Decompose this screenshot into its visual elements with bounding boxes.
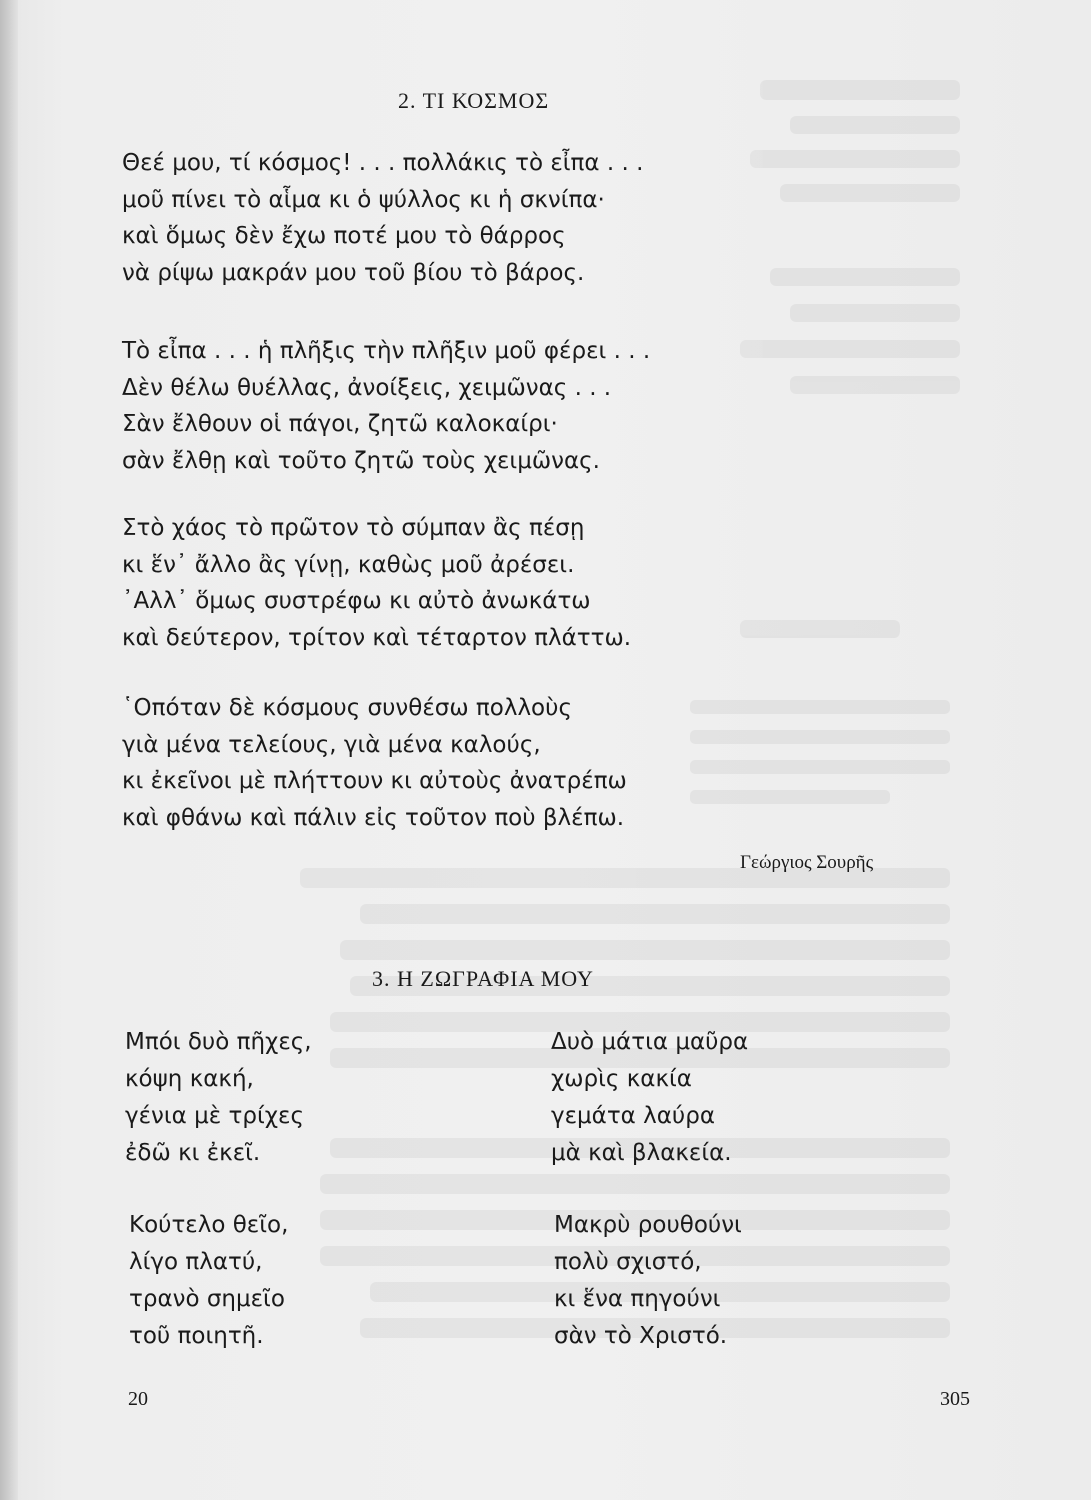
poem-title: 3. Η ΖΩΓΡΑΦΙΑ ΜΟΥ [372,966,594,991]
stanza-right [551,1024,748,1172]
verse-line: γιὰ μένα τελείους, γιὰ μένα καλούς, [122,731,541,758]
verse-line: τρανὸ σημεῖο [129,1286,285,1312]
verse-line: Κούτελο θεῖο, [129,1212,289,1238]
verse-line: νὰ ρίψω μακράν μου τοῦ βίου τὸ βάρος. [122,259,585,286]
verse-line: Στὸ χάος τὸ πρῶτον τὸ σύμπαν ἂς πέσῃ [122,515,585,541]
verse-line: καὶ ὅμως δὲν ἔχω ποτέ μου τὸ θάρρος [122,223,566,249]
verse-line: Σὰν ἔλθουν οἱ πάγοι, ζητῶ καλοκαίρι· [122,411,558,437]
stanza [122,510,631,656]
verse-line: σὰν τὸ Χριστό. [554,1323,728,1349]
verse-line: κι ἕνα πηγούνι [554,1286,721,1312]
stanza [122,145,643,291]
stanza [122,690,627,836]
poem-title: 2. ΤΙ ΚΟΣΜΟΣ [398,88,550,113]
verse-line: χωρὶς κακία [551,1066,692,1092]
verse-line: Δὲν θέλω θυέλλας, ἀνοίξεις, χειμῶνας . . . [122,374,612,401]
verse-line: ῾Οπόταν δὲ κόσμους συνθέσω πολλοὺς [122,695,572,721]
verse-line: κόψη κακή, [125,1066,254,1092]
verse-line: ἐδῶ κι ἐκεῖ. [125,1140,261,1166]
verse-line: λίγο πλατύ, [129,1249,263,1275]
stanza-left [125,1024,312,1172]
verse-line: τοῦ ποιητῆ. [129,1323,264,1349]
stanza-right [554,1207,742,1355]
verse-line: μοῦ πίνει τὸ αἷμα κι ὁ ψύλλος κι ἡ σκνίπα· [122,186,605,213]
verse-line: γένια μὲ τρίχες [125,1103,304,1129]
page-number-right: 305 [940,1388,970,1410]
verse-line: Μπόι δυὸ πῆχες, [125,1029,312,1055]
poem-author: Γεώργιος Σουρῆς [740,852,874,873]
verse-line: μὰ καὶ βλακεία. [551,1140,732,1166]
verse-line: κι ἕν᾽ ἄλλο ἂς γίνῃ, καθὼς μοῦ ἀρέσει. [122,551,575,578]
verse-line: Μακρὺ ρουθούνι [554,1212,742,1238]
verse-line: καὶ δεύτερον, τρίτον καὶ τέταρτον πλάττω. [122,624,632,651]
book-spine [0,0,18,1500]
verse-line: Θεέ μου, τί κόσμος! . . . πολλάκις τὸ εἶπα . . . [122,150,644,176]
stanza [122,333,650,479]
verse-line: σὰν ἔλθῃ καὶ τοῦτο ζητῶ τοὺς χειμῶνας. [122,447,600,474]
verse-line: ᾽Αλλ᾽ ὅμως συστρέφω κι αὐτὸ ἀνωκάτω [122,588,591,614]
verse-line: Τὸ εἶπα . . . ἡ πλῆξις τὴν πλῆξιν μοῦ φέρει . . . [122,338,651,364]
verse-line: καὶ φθάνω καὶ πάλιν εἰς τοῦτον ποὺ βλέπω. [122,804,625,831]
verse-line: πολὺ σχιστό, [554,1249,702,1275]
stanza-left [129,1207,288,1355]
verse-line: κι ἐκεῖνοι μὲ πλήττουν κι αὐτοὺς ἀνατρέπω [122,768,627,794]
verse-line: γεμάτα λαύρα [551,1103,715,1129]
page-number-left: 20 [128,1388,148,1410]
verse-line: Δυὸ μάτια μαῦρα [551,1029,749,1055]
